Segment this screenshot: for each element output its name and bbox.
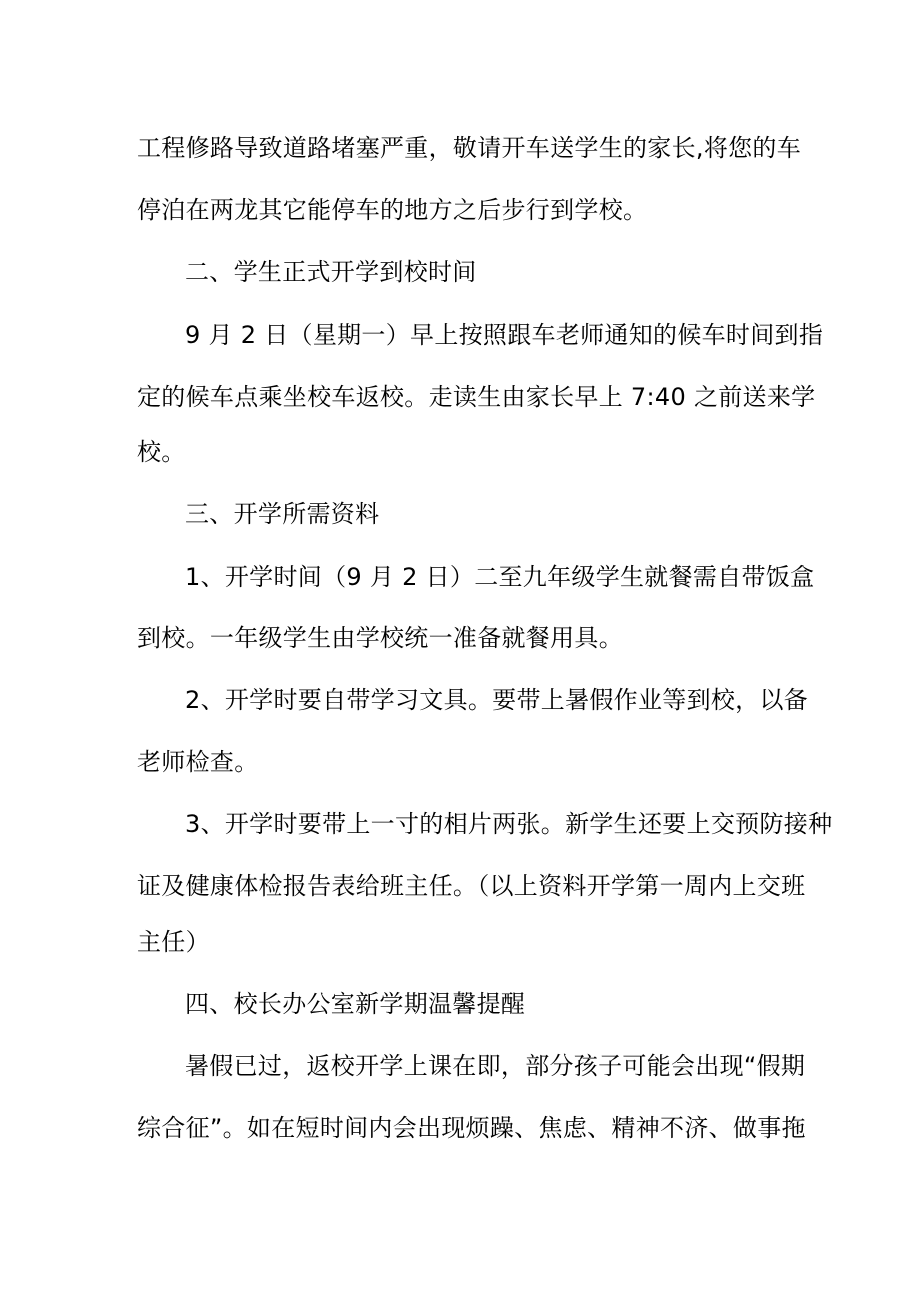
text-line: 主任） [137,928,210,956]
text-line: 证及健康体检报告表给班主任。（以上资料开学第一周内上交班 [137,872,806,900]
text-line: 到校。一年级学生由学校统一准备就餐用具。 [137,624,623,652]
text-line: 工程修路导致道路堵塞严重，敬请开车送学生的家长,将您的车 [137,134,802,162]
section-heading: 四、校长办公室新学期温馨提醒 [185,990,526,1018]
section-heading: 三、开学所需资料 [185,500,380,528]
text-line: 校。 [137,438,186,466]
text-line: 暑假已过，返校开学上课在即，部分孩子可能会出现“假期 [185,1052,806,1080]
text-line: 2、开学时要自带学习文具。要带上暑假作业等到校，以备 [185,686,809,714]
text-line: 1、开学时间（9 月 2 日）二至九年级学生就餐需自带饭盒 [185,563,815,591]
section-heading: 二、学生正式开学到校时间 [185,258,477,286]
text-line: 9 月 2 日（星期一）早上按照跟车老师通知的候车时间到指 [185,321,824,349]
text-line: 停泊在两龙其它能停车的地方之后步行到学校。 [137,196,648,224]
text-line: 综合征”。如在短时间内会出现烦躁、焦虑、精神不济、做事拖 [137,1114,806,1142]
text-line: 定的候车点乘坐校车返校。走读生由家长早上 7:40 之前送来学 [137,383,816,411]
text-line: 老师检查。 [137,748,259,776]
text-line: 3、开学时要带上一寸的相片两张。新学生还要上交预防接种 [185,810,833,838]
